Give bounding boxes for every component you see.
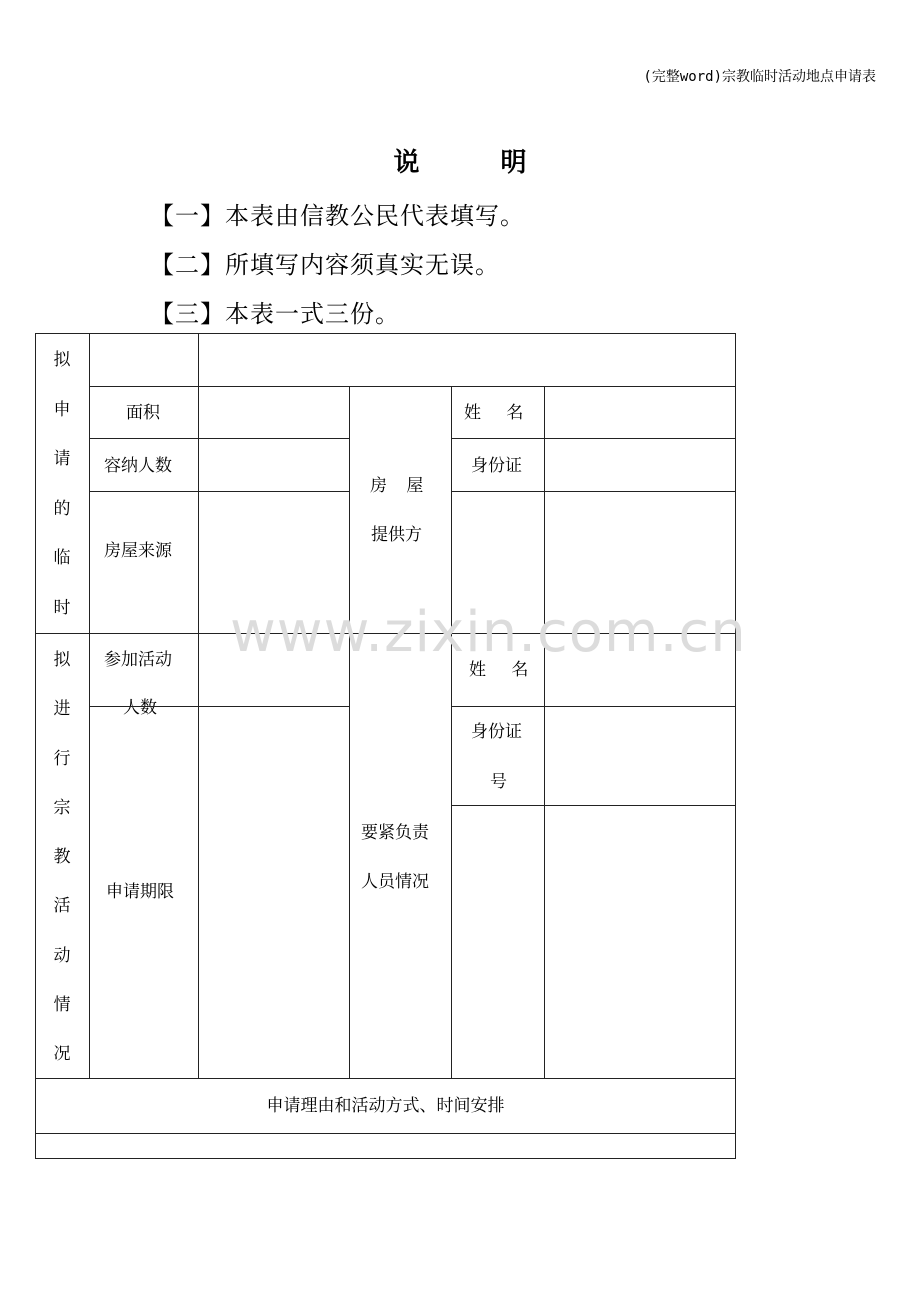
- contact-label-line1: 要紧负责: [361, 823, 429, 843]
- reason-heading: 申请理由和活动方式、时间安排: [266, 1096, 505, 1116]
- provider-id-label: 身份证: [471, 456, 522, 476]
- participants-label-line2: 人数: [123, 698, 157, 718]
- capacity-label: 容纳人数: [104, 456, 172, 476]
- provider-name-input-cell[interactable]: [544, 386, 736, 439]
- provider-label-cell: [349, 386, 452, 634]
- note-item-2: 【二】所填写内容须真实无误。: [150, 251, 500, 279]
- page-title: 说 明: [393, 148, 563, 178]
- provider-label-line1: 房 屋: [370, 476, 431, 496]
- contact-name-label-cell: [451, 633, 545, 707]
- capacity-input-cell[interactable]: [198, 438, 350, 492]
- period-input-cell[interactable]: [198, 706, 350, 1079]
- contact-id-input-cell[interactable]: [544, 706, 736, 806]
- section2-label-cell: [35, 633, 90, 1079]
- location-name-label-cell: [89, 333, 199, 387]
- reason-heading-cell: [35, 1078, 736, 1134]
- area-label-cell: [89, 386, 199, 439]
- contact-id-label-line2: 号: [490, 772, 507, 792]
- provider-name-label-cell: [451, 386, 545, 439]
- provider-label-line2: 提供方: [371, 525, 422, 545]
- contact-extra-input-cell[interactable]: [544, 805, 736, 1079]
- house-source-input-cell[interactable]: [198, 491, 350, 634]
- reason-input-cell[interactable]: [35, 1133, 736, 1159]
- note-item-3: 【三】本表一式三份。: [150, 300, 400, 328]
- period-label: 申请期限: [106, 882, 174, 902]
- section2-label: 拟进行宗教活动情况: [53, 650, 71, 1065]
- section1-label-cell: [35, 333, 90, 634]
- contact-label-cell: [349, 633, 452, 1079]
- provider-name-label: 姓 名: [464, 403, 534, 423]
- provider-id-label-cell: [451, 438, 545, 492]
- contact-name-label: 姓 名: [469, 660, 539, 680]
- area-input-cell[interactable]: [198, 386, 350, 439]
- area-label: 面积: [126, 403, 160, 423]
- house-source-label-cell: [89, 491, 199, 634]
- provider-extra-input-cell[interactable]: [544, 491, 736, 634]
- participants-label-cell: [89, 633, 199, 718]
- contact-id-label-cell: [451, 706, 545, 806]
- capacity-label-cell: [89, 438, 199, 492]
- note-item-1: 【一】本表由信教公民代表填写。: [150, 202, 525, 230]
- contact-extra-label-cell: [451, 805, 545, 1079]
- section1-label: 拟申请的临时: [53, 350, 71, 618]
- contact-name-input-cell[interactable]: [544, 633, 736, 707]
- period-label-cell: [89, 706, 199, 1079]
- contact-label-line2: 人员情况: [361, 872, 429, 892]
- document-header-note: (完整word)宗教临时活动地点申请表: [643, 69, 876, 85]
- location-name-input-cell[interactable]: [198, 333, 736, 387]
- provider-id-input-cell[interactable]: [544, 438, 736, 492]
- participants-label-line1: 参加活动: [104, 650, 172, 670]
- participants-input-cell[interactable]: [198, 633, 350, 707]
- provider-extra-label-cell: [451, 491, 545, 634]
- contact-id-label-line1: 身份证: [471, 722, 522, 742]
- house-source-label: 房屋来源: [104, 541, 172, 561]
- watermark: www.zixin.com.cn: [230, 600, 747, 665]
